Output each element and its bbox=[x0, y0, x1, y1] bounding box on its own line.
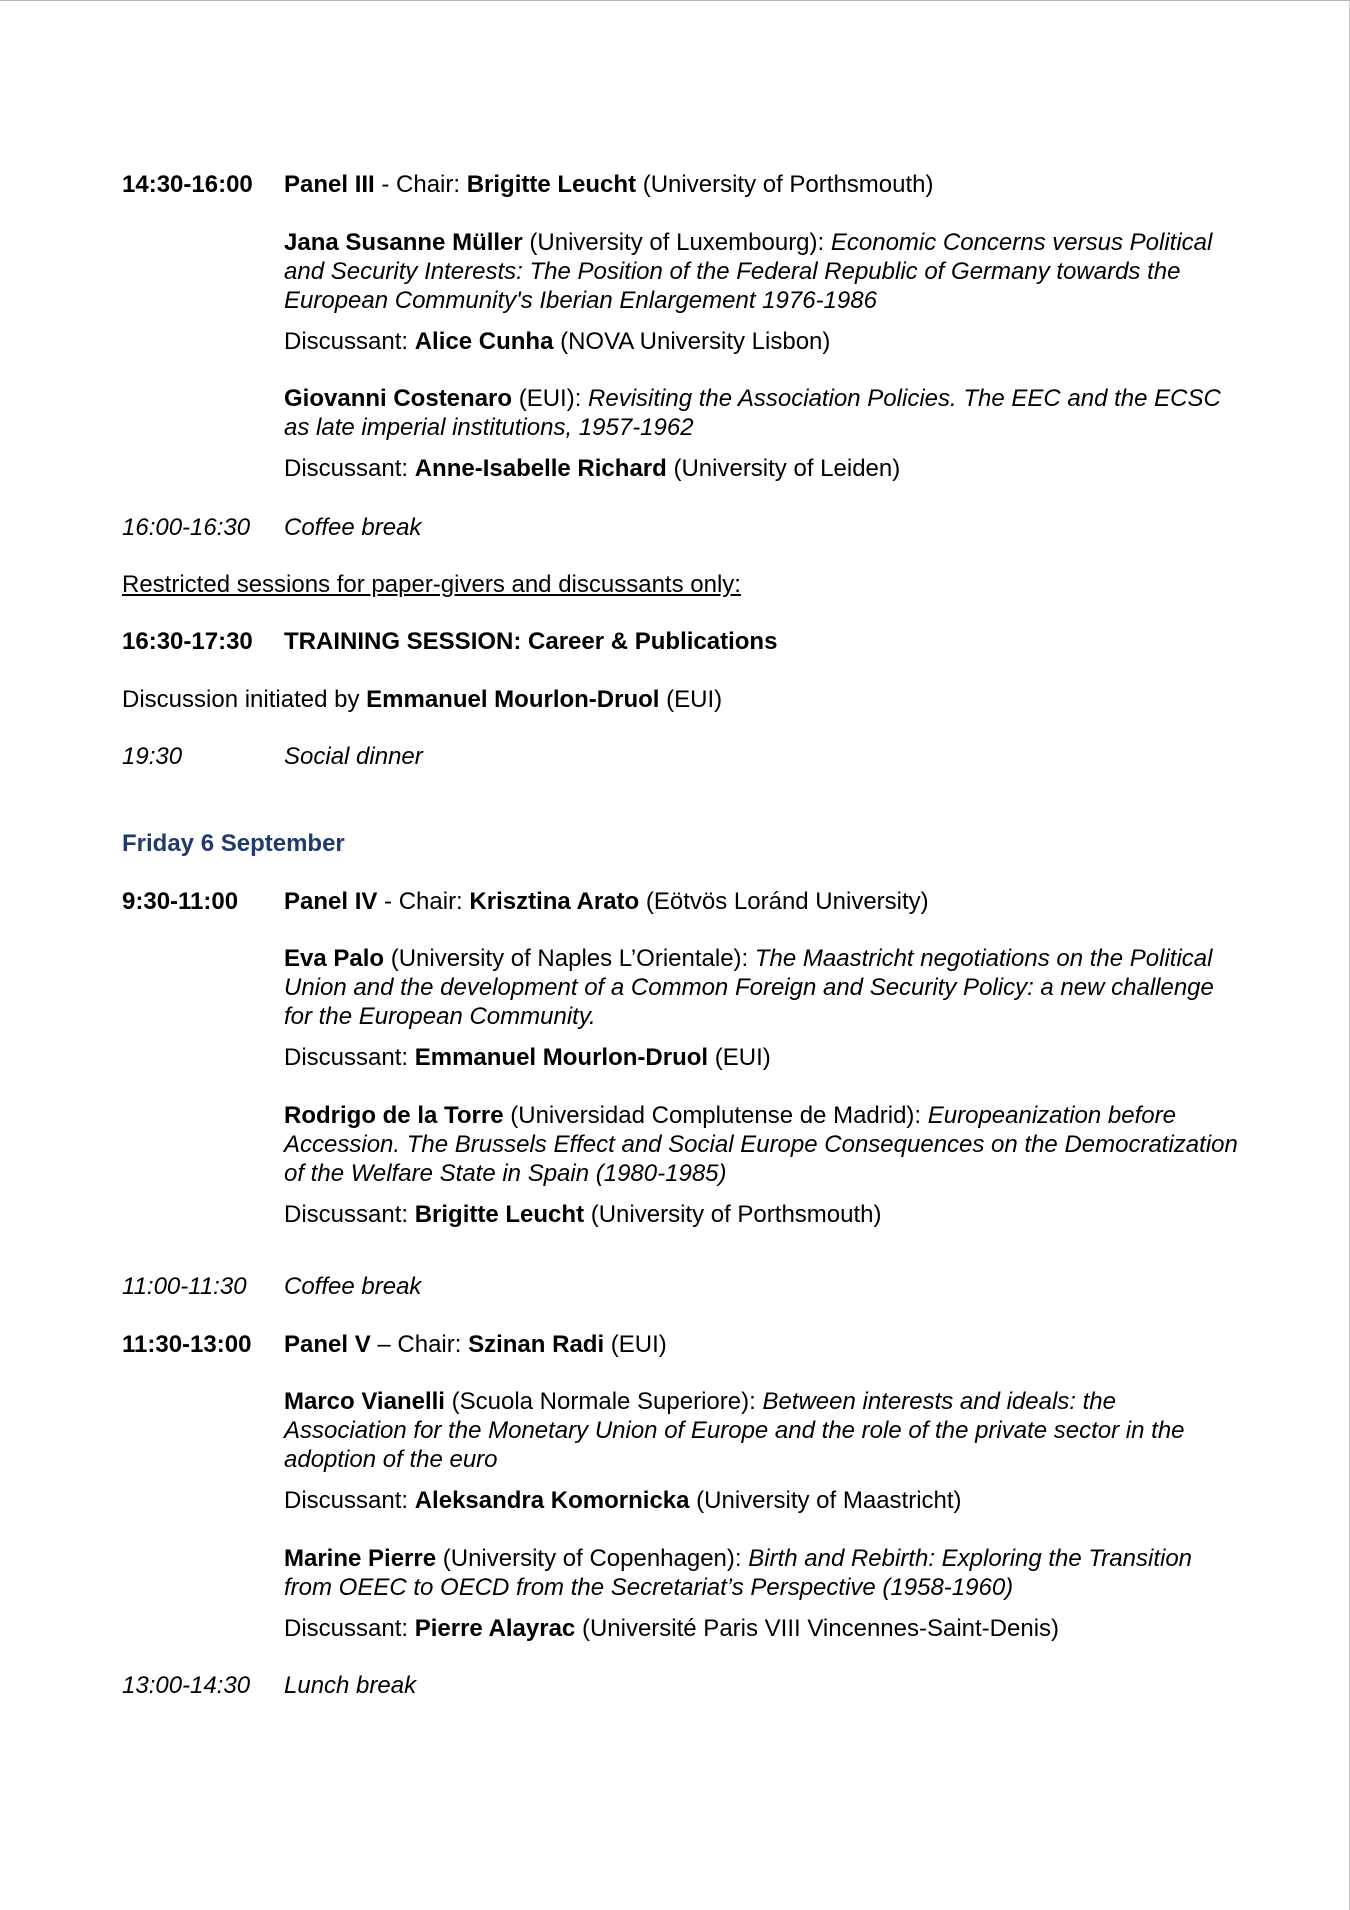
discussant-line: Discussant: Pierre Alayrac (Université Paris VIII Vincennes-Saint-Denis) bbox=[284, 1615, 1060, 1642]
dinner-time: 19:30 bbox=[122, 743, 183, 770]
panel-4-time: 9:30-11:00 bbox=[122, 888, 239, 915]
paper-author: Marine Pierre bbox=[284, 1545, 437, 1572]
paper-title: Birth and Rebirth: Exploring the Transition from OEEC to OECD from the Secretariat’s Perspective (1958-1960) bbox=[284, 1545, 1193, 1601]
paper-title: Revisiting the Association Policies. The EEC and the ECSC as late imperial institutions, 1957-1962 bbox=[284, 385, 1221, 441]
panel-5-time: 11:30-13:00 bbox=[122, 1331, 252, 1358]
paper-citation: Eva Palo (University of Naples L’Orientale): The Maastricht negotiations on the Political Union and the development of a Common Foreign and Security Policy: a new challenge for the European Community. bbox=[284, 945, 1214, 1030]
panel-5-title-line: Panel V – Chair: Szinan Radi (EUI) bbox=[284, 1331, 667, 1358]
panel-5-chair: Szinan Radi bbox=[468, 1331, 605, 1358]
lunch-label: Lunch break bbox=[284, 1672, 417, 1699]
panel-5-title: Panel V bbox=[284, 1331, 371, 1358]
paper-citation: Rodrigo de la Torre (Universidad Complutense de Madrid): Europeanization before Accession. The Brussels Effect and Social Europe Consequences on the Democratization of the Welfare State in Spain (1980-1985) bbox=[284, 1102, 1238, 1187]
coffee-break-label: Coffee break bbox=[284, 514, 422, 541]
panel-3-title: Panel III bbox=[284, 171, 375, 198]
discussant-line: Discussant: Brigitte Leucht (University of Porthsmouth) bbox=[284, 1201, 882, 1228]
paper-title: Europeanization before Accession. The Brussels Effect and Social Europe Consequences on the Democratization of the Welfare State in Spain (1980-1985) bbox=[284, 1102, 1238, 1187]
discussion-name: Emmanuel Mourlon-Druol bbox=[366, 686, 660, 713]
discussant-name: Emmanuel Mourlon-Druol bbox=[414, 1044, 709, 1071]
discussant-line: Discussant: Alice Cunha (NOVA University Lisbon) bbox=[284, 328, 831, 355]
paper-title: Between interests and ideals: the Association for the Monetary Union of Europe and the role of the private sector in the adoption of the euro bbox=[284, 1388, 1185, 1473]
paper-title: Economic Concerns versus Political and Security Interests: The Position of the Federal Republic of Germany towards the European Community's Iberian Enlargement 1976-1986 bbox=[284, 229, 1213, 314]
paper-author: Jana Susanne Müller bbox=[284, 229, 523, 256]
paper-author: Giovanni Costenaro bbox=[284, 385, 513, 412]
restricted-note: Restricted sessions for paper-givers and discussants only: bbox=[122, 571, 741, 598]
panel-3-time: 14:30-16:00 bbox=[122, 171, 253, 198]
panel-3-chair: Brigitte Leucht bbox=[466, 171, 637, 198]
paper-author: Eva Palo bbox=[284, 945, 385, 972]
paper-citation: Giovanni Costenaro (EUI): Revisiting the Association Policies. The EEC and the ECSC as late imperial institutions, 1957-1962 bbox=[284, 385, 1221, 441]
paper-citation: Jana Susanne Müller (University of Luxembourg): Economic Concerns versus Political and Security Interests: The Position of the Federal Republic of Germany towards the European Community's Iberian Enlargement 1976-1986 bbox=[284, 229, 1213, 314]
discussant-name: Brigitte Leucht bbox=[414, 1201, 585, 1228]
panel-4-chair: Krisztina Arato bbox=[469, 888, 640, 915]
panel-3-title-line: Panel III - Chair: Brigitte Leucht (University of Porthsmouth) bbox=[284, 171, 934, 198]
discussant-name: Anne-Isabelle Richard bbox=[414, 455, 667, 482]
training-label: TRAINING SESSION: Career & Publications bbox=[284, 628, 778, 655]
lunch-time: 13:00-14:30 bbox=[122, 1672, 251, 1699]
coffee-break-time: 11:00-11:30 bbox=[122, 1273, 247, 1300]
discussant-line: Discussant: Aleksandra Komornicka (University of Maastricht) bbox=[284, 1487, 962, 1514]
discussant-name: Alice Cunha bbox=[414, 328, 554, 355]
discussant-name: Pierre Alayrac bbox=[414, 1615, 576, 1642]
discussion-line: Discussion initiated by Emmanuel Mourlon-Druol (EUI) bbox=[122, 686, 723, 713]
coffee-break-label: Coffee break bbox=[284, 1273, 422, 1300]
coffee-break-time: 16:00-16:30 bbox=[122, 514, 251, 541]
discussant-line: Discussant: Anne-Isabelle Richard (University of Leiden) bbox=[284, 455, 901, 482]
paper-title: The Maastricht negotiations on the Political Union and the development of a Common Foreign and Security Policy: a new challenge for the European Community. bbox=[284, 945, 1214, 1030]
paper-citation: Marine Pierre (University of Copenhagen): Birth and Rebirth: Exploring the Transition from OEEC to OECD from the Secretariat’s Perspective (1958-1960) bbox=[284, 1545, 1193, 1601]
discussant-line: Discussant: Emmanuel Mourlon-Druol (EUI) bbox=[284, 1044, 771, 1071]
dinner-label: Social dinner bbox=[284, 743, 423, 770]
discussant-name: Aleksandra Komornicka bbox=[414, 1487, 690, 1514]
paper-author: Rodrigo de la Torre bbox=[284, 1102, 504, 1129]
training-time: 16:30-17:30 bbox=[122, 628, 253, 655]
panel-4-title-line: Panel IV - Chair: Krisztina Arato (Eötvös Loránd University) bbox=[284, 888, 929, 915]
paper-citation: Marco Vianelli (Scuola Normale Superiore): Between interests and ideals: the Association for the Monetary Union of Europe and the role of the private sector in the adoption of the euro bbox=[284, 1388, 1185, 1473]
day-heading: Friday 6 September bbox=[122, 830, 345, 857]
paper-author: Marco Vianelli bbox=[284, 1388, 445, 1415]
panel-4-title: Panel IV bbox=[284, 888, 378, 915]
